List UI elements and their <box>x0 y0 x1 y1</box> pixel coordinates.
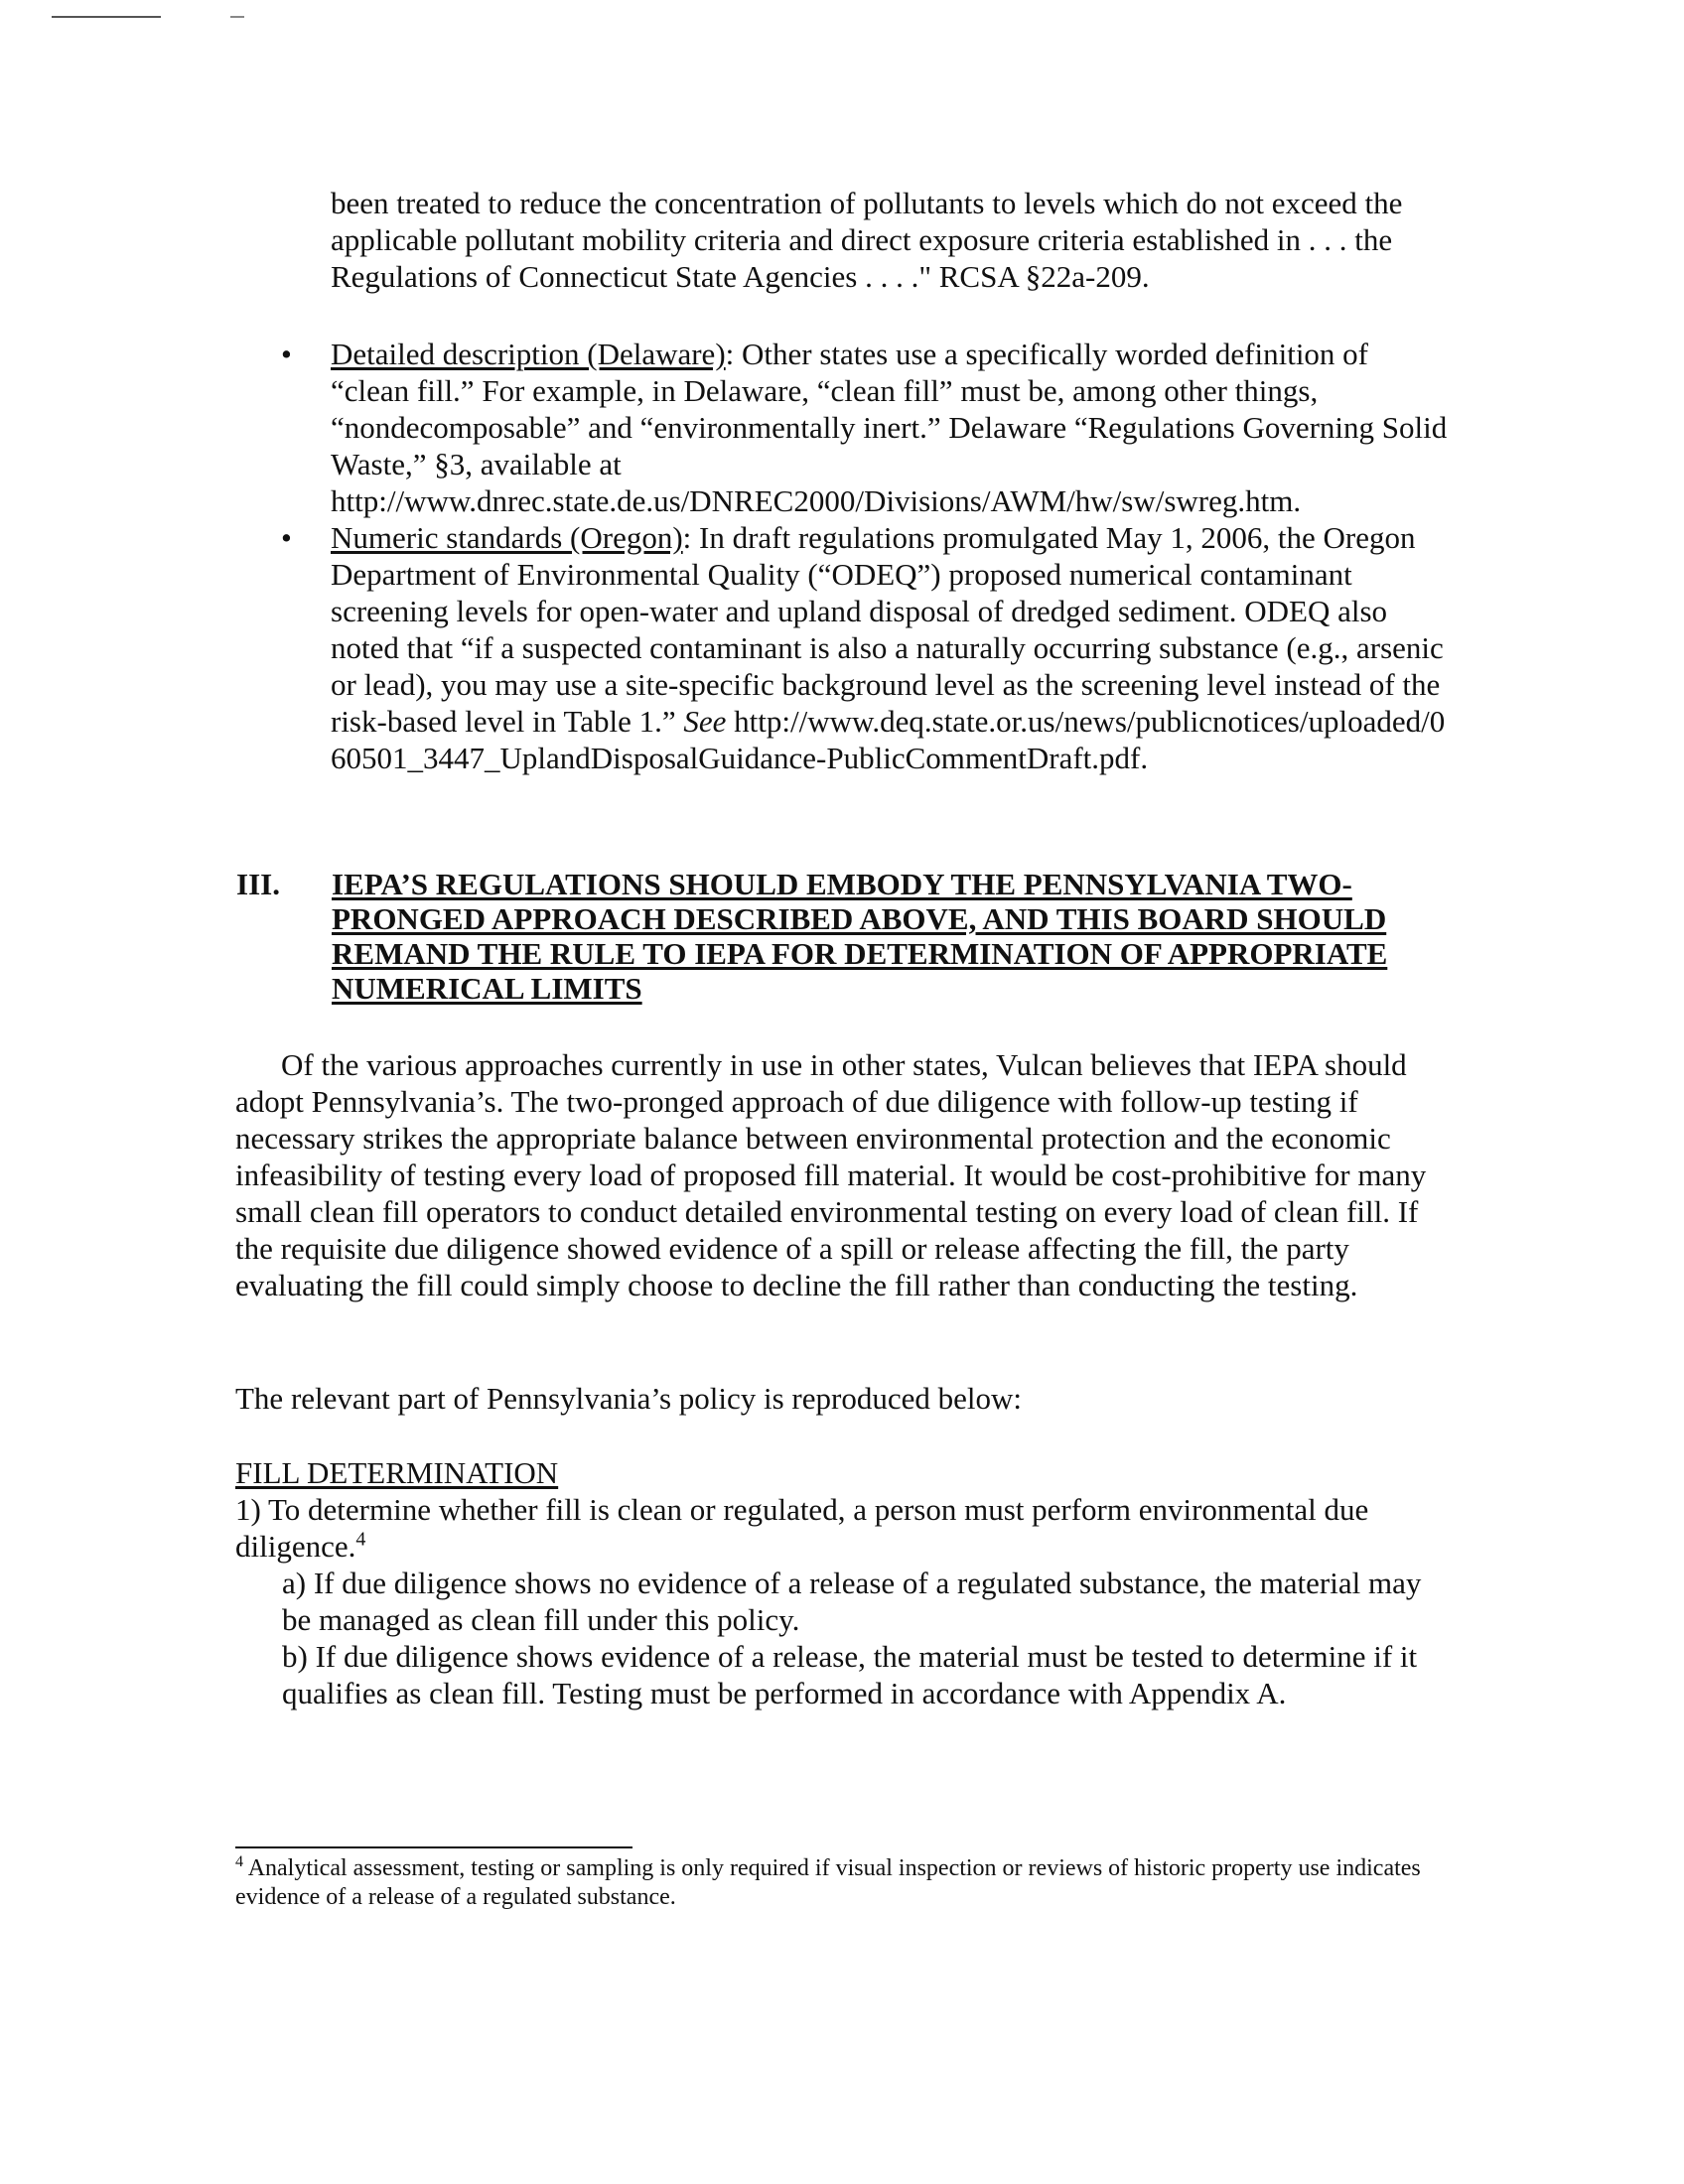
bullet-label: Numeric standards (Oregon) <box>331 520 683 555</box>
policy-sub-b: b) If due diligence shows evidence of a release, the material must be tested to determine if it qualifies as clean fill. Testing must be performed in accordance with Appendix A. <box>282 1639 1418 1710</box>
policy-heading: FILL DETERMINATION <box>235 1455 559 1490</box>
bullet-label: Detailed description (Delaware) <box>331 337 726 371</box>
list-item-oregon <box>0 519 1453 776</box>
continuation-paragraph: been treated to reduce the concentration of pollutants to levels which do not exceed the applicable pollutant mobility criteria and direct exposure criteria established in . . . the Regulations of Connecticut State Agencies . . . ." RCSA §22a-209. <box>331 186 1403 294</box>
bullet-text: : Other states use a specifically worded definition of “clean fill.” For example, in Delaware, “clean fill” must be, among other things, “nondecomposable” and “environmentally inert.” Delaware “Regulations Governing Solid Waste,” §3, available at http://www.dnrec.state.de.us/DNREC2000/Divisions/AWM/hw/sw/swreg.htm. <box>331 337 1448 518</box>
policy-item-1-text: 1) To determine whether fill is clean or regulated, a person must perform environmental due diligence. <box>235 1492 1369 1564</box>
policy-item-1 <box>235 1491 1457 1565</box>
section-title: IEPA’S REGULATIONS SHOULD EMBODY THE PENNSYLVANIA TWO-PRONGED APPROACH DESCRIBED ABOVE, AND THIS BOARD SHOULD REMAND THE RULE TO IEPA FOR DETERMINATION OF APPROPRIATE NUMERICAL LIMITS <box>332 867 1388 1006</box>
bullet-icon: • <box>281 337 292 371</box>
footnote <box>235 1854 1457 1912</box>
list-item-delaware <box>0 336 1453 519</box>
footnote-ref: 4 <box>355 1528 366 1551</box>
policy-sub-a: a) If due diligence shows no evidence of a release of a regulated substance, the material may be managed as clean fill under this policy. <box>282 1566 1422 1637</box>
body-paragraph-2: The relevant part of Pennsylvania’s policy is reproduced below: <box>235 1381 1022 1416</box>
see-signal: See <box>683 704 727 739</box>
body-paragraph-1: Of the various approaches currently in use in other states, Vulcan believes that IEPA should adopt Pennsylvania’s. The two-pronged approach of due diligence with follow-up testing if necessary strikes the appropriate balance between environmental protection and the economic infeasibility of testing every load of proposed fill material. It would be cost-prohibitive for many small clean fill operators to conduct detailed environmental testing on every load of clean fill. If the requisite due diligence showed evidence of a spill or release affecting the fill, the party evaluating the fill could simply choose to decline the fill rather than conducting the testing. <box>235 1047 1427 1302</box>
footnote-text: Analytical assessment, testing or sampling is only required if visual inspection or reviews of historic property use indicates evidence of a release of a regulated substance. <box>235 1855 1421 1910</box>
footnote-divider <box>235 1846 632 1848</box>
state-approaches-list <box>0 336 1684 776</box>
oregon-url: http://www.deq.state.or.us/news/publicnotices/uploaded/060501_3447_UplandDisposalGuidance-PublicCommentDraft.pdf. <box>331 704 1446 775</box>
bullet-text: : In draft regulations promulgated May 1, 2006, the Oregon Department of Environmental Quality (“ODEQ”) proposed numerical contaminant screening levels for open-water and upland disposal of dredged sediment. ODEQ also noted that “if a suspected contaminant is also a naturally occurring substance (e.g., arsenic or lead), you may use a site-specific background level as the screening level instead of the risk-based level in Table 1.” <box>331 520 1444 739</box>
section-number: III. <box>236 867 280 901</box>
bullet-icon: • <box>281 520 292 555</box>
footnote-number: 4 <box>235 1853 243 1870</box>
